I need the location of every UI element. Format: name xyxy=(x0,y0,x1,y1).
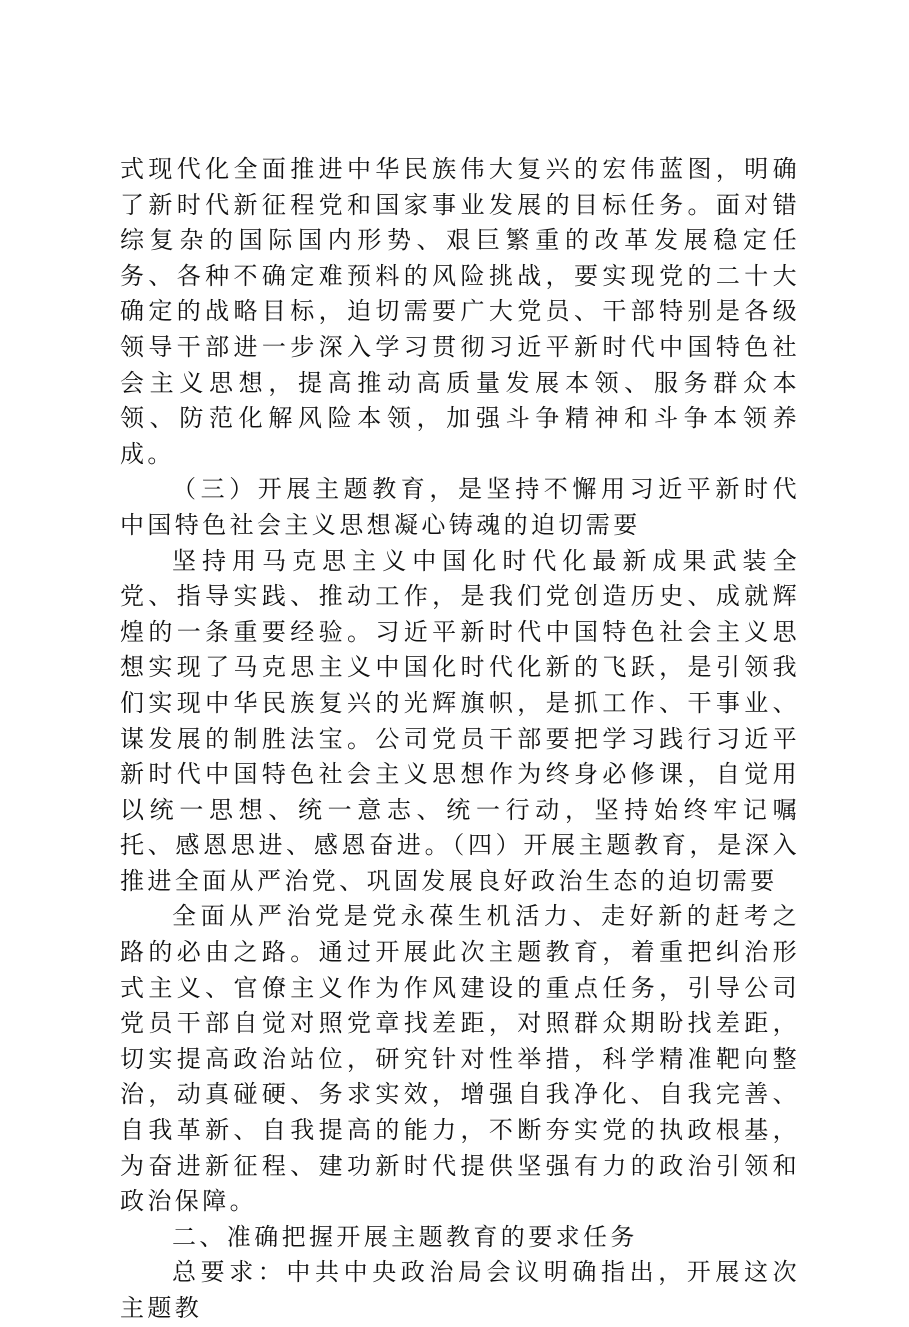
section-heading-2: 二、准确把握开展主题教育的要求任务 xyxy=(172,1222,638,1251)
section-heading-3: （三）开展主题教育，是坚持不懈用习近平新时代中国特色社会主义思想凝心铸魂的迫切需要 xyxy=(120,475,800,539)
paragraph-continuation: 式现代化全面推进中华民族伟大复兴的宏伟蓝图，明确了新时代新征程党和国家事业发展的目标任务。面对错综复杂的国际国内形势、艰巨繁重的改革发展稳定任务、各种不确定难预料的风险挑战，要实现党的二十大确定的战略目标，迫切需要广大党员、干部特别是各级领导干部进一步深入学习贯彻习近平新时代中国特色社会主义思想，提高推动高质量发展本领、服务群众本领、防范化解风险本领，加强斗争精神和斗争本领养成。 xyxy=(120,155,800,468)
paragraph-general-requirements: 总要求：中共中央政治局会议明确指出，开展这次主题教 xyxy=(120,1258,800,1322)
paragraph-party-governance: 全面从严治党是党永葆生机活力、走好新的赶考之路的必由之路。通过开展此次主题教育，着重把纠治形式主义、官僚主义作为作风建设的重点任务，引导公司党员干部自觉对照党章找差距，对照群众期盼找差距，切实提高政治站位，研究针对性举措，科学精准靶向整治，动真碰硬、务求实效，增强自我净化、自我完善、自我革新、自我提高的能力，不断夯实党的执政根基，为奋进新征程、建功新时代提供坚强有力的政治引领和政治保障。 xyxy=(120,902,800,1216)
paragraph-theory-arming: 坚持用马克思主义中国化时代化最新成果武装全党、指导实践、推动工作，是我们党创造历史、成就辉煌的一条重要经验。习近平新时代中国特色社会主义思想实现了马克思主义中国化时代化新的飞跃，是引领我们实现中华民族复兴的光辉旗帜，是抓工作、干事业、谋发展的制胜法宝。公司党员干部要把学习践行习近平新时代中国特色社会主义思想作为终身必修课，自觉用以统一思想、统一意志、统一行动，坚持始终牢记嘱托、感恩思进、感恩奋进。（四）开展主题教育，是深入推进全面从严治党、巩固发展良好政治生态的迫切需要 xyxy=(120,546,800,895)
document-body xyxy=(120,152,800,1327)
